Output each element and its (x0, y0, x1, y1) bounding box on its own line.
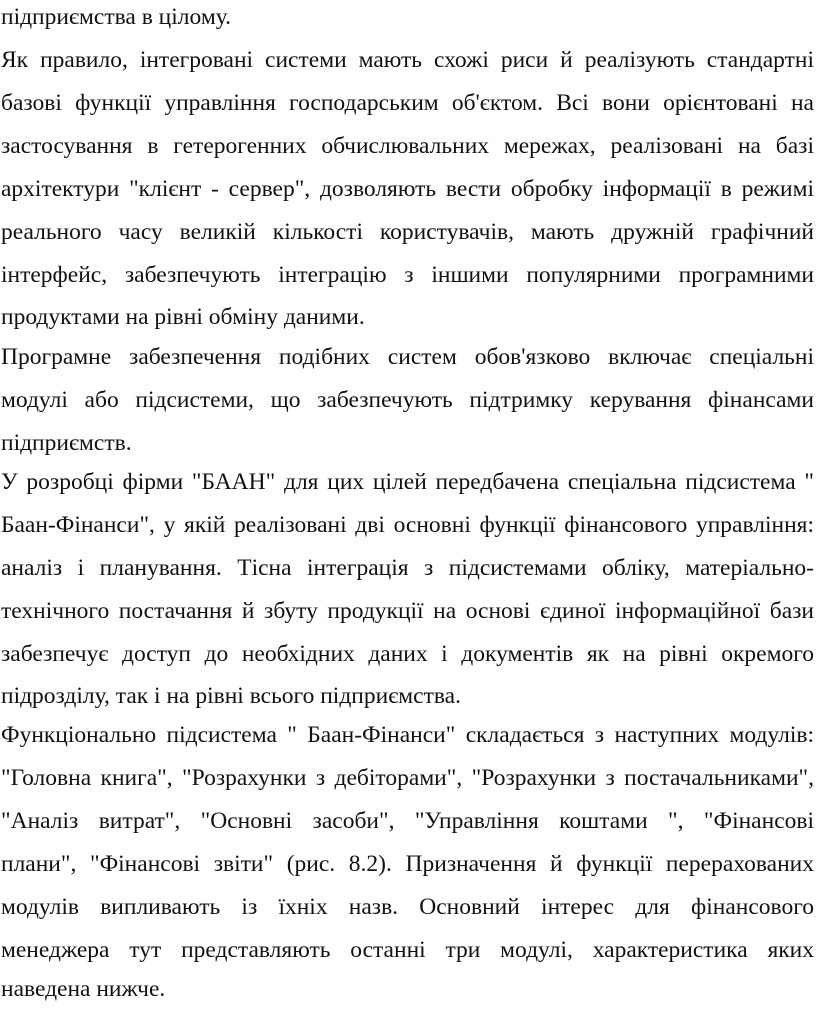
text-line: застосування в гетерогенних обчислювальних мережах, реалізовані на базі (1, 133, 814, 159)
text-line: "Головна книга", "Розрахунки з дебіторами", "Розрахунки з постачальниками", (1, 765, 814, 791)
text-line: Програмне забезпечення подібних систем обов'язково включає спеціальні (1, 344, 814, 370)
text-line: "Аналіз витрат", "Основні засоби", "Управління коштами ", "Фінансові (1, 808, 814, 834)
text-line: технічного постачання й збуту продукції на основі єдиної інформаційної бази (1, 598, 814, 624)
text-line: базові функції управління господарським об'єктом. Всі вони орієнтовані на (1, 90, 814, 116)
text-line: Як правило, інтегровані системи мають схожі риси й реалізують стандартні (1, 47, 814, 73)
text-line: модулів випливають із їхніх назв. Основний інтерес для фінансового (1, 894, 814, 920)
text-line: наведена нижче. (1, 976, 166, 1002)
text-line: забезпечує доступ до необхідних даних і документів як на рівні окремого (1, 641, 814, 667)
text-line: реального часу великій кількості користувачів, мають дружній графічний (1, 219, 814, 245)
text-line: У розробці фірми "БААН" для цих цілей передбачена спеціальна підсистема " (1, 469, 814, 495)
text-line: менеджера тут представляють останні три модулі, характеристика яких (1, 937, 814, 963)
text-line: підприємств. (1, 430, 132, 456)
text-line: архітектури "клієнт - сервер", дозволяють вести обробку інформації в режимі (1, 176, 814, 202)
text-line: Функціонально підсистема " Баан-Фінанси" складається з наступних модулів: (1, 722, 814, 748)
text-line: продуктами на рівні обміну даними. (1, 304, 365, 330)
text-line: модулі або підсистеми, що забезпечують підтримку керування фінансами (1, 387, 814, 413)
text-line: підприємства в цілому. (1, 4, 231, 30)
text-line: Баан-Фінанси", у якій реалізовані дві основні функції фінансового управління: (1, 512, 814, 538)
text-line: плани", "Фінансові звіти" (рис. 8.2). Призначення й функції перерахованих (1, 851, 814, 877)
text-line: аналіз і планування. Тісна інтеграція з підсистемами обліку, матеріально- (1, 555, 814, 581)
text-line: інтерфейс, забезпечують інтеграцію з іншими популярними програмними (1, 262, 814, 288)
text-line: підрозділу, так і на рівні всього підприємства. (1, 683, 461, 709)
